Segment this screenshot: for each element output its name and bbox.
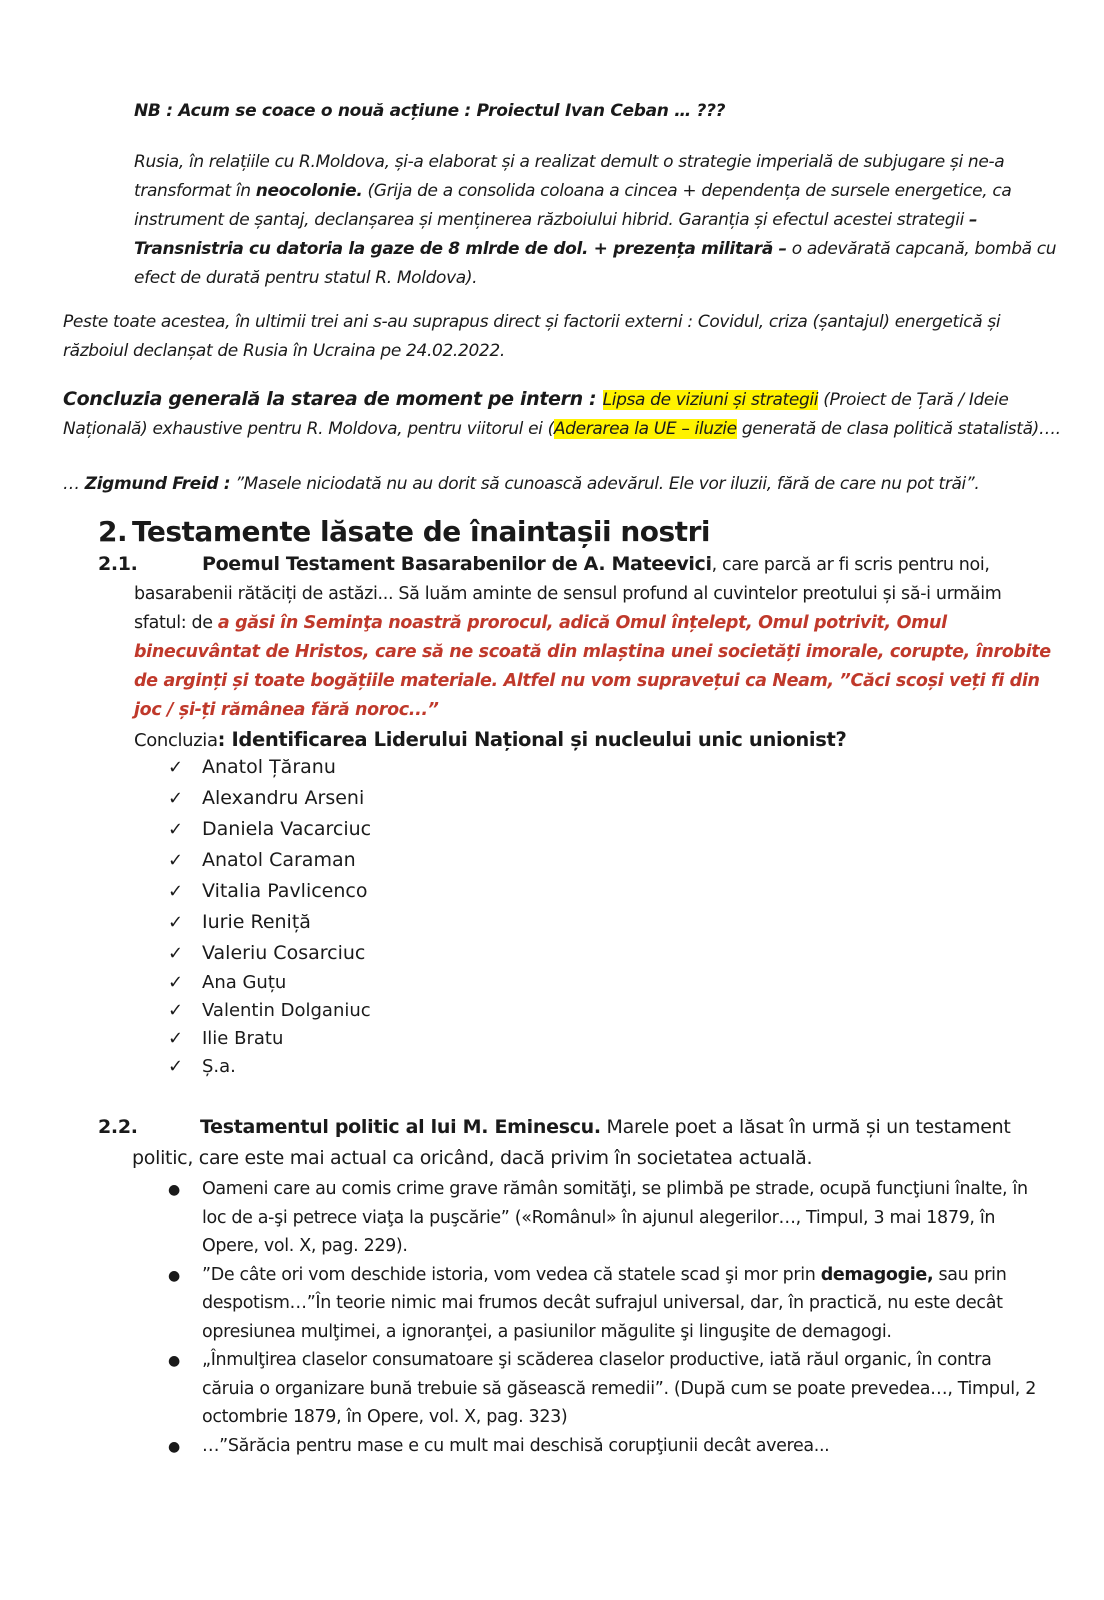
conclusion-text: : Identificarea Liderului Național și nucleului unic unionist? bbox=[217, 728, 847, 751]
highlight-lipsa-viziuni: Lipsa de viziuni și strategii bbox=[602, 390, 819, 410]
checklist-item-label: Vitalia Pavlicenco bbox=[202, 880, 368, 902]
bullet-item bbox=[168, 1261, 1048, 1347]
bullet-text: ”De câte ori vom deschide istoria, vom vedea că statele scad şi mor prin demagogie, sau prin despotism…”În teorie nimic mai frumos decât sufrajul universal, dar, în practică, nu este decât opresiunea mulţimei, a ignoranţei, a pasiunilor măgulite şi linguşite de demagogi. bbox=[202, 1264, 1007, 1342]
rusia-text-2: (Grija de a consolida coloana a cincea + dependența de sursele energetice, ca instrument de șantaj, declanșarea și menținerea războiului hibrid. Garanția și efectul acestei strategii bbox=[134, 181, 1012, 230]
checklist-item-label: Alexandru Arseni bbox=[202, 787, 365, 809]
concluzia-text-2: generată de clasa politică statalistă)…. bbox=[736, 419, 1061, 439]
bullet-text: Oameni care au comis crime grave rămân somităţi, se plimbă pe strade, ocupă funcţiuni înalte, în loc de a-şi petrece viaţa la puşcărie” («Românul» în ajunul alegerilor…, Timpul, 3 mai 1879, în Opere, vol. X, pag. 229). bbox=[202, 1179, 1028, 1256]
section-2-1-text: basarabenii rătăciți de astăzi... Să luăm aminte de sensul profund al cuvintelor preotului și să-i urmăim sfatul: de bbox=[134, 584, 1002, 633]
checkmark-icon: ✓ bbox=[168, 1056, 184, 1077]
conclusion-label: Concluzia bbox=[134, 730, 218, 751]
section-2-2-number: 2.2. bbox=[98, 1116, 138, 1138]
checkmark-icon: ✓ bbox=[168, 1028, 184, 1049]
checklist-item-label: Iurie Reniță bbox=[202, 911, 311, 933]
checkmark-icon: ✓ bbox=[168, 788, 184, 809]
bullet-item bbox=[168, 1432, 1048, 1462]
freid-quote-text: ”Masele niciodată nu au dorit să cunoască adevărul. Ele vor iluzii, fără de care nu pot trăi”. bbox=[230, 474, 980, 494]
bullet-item bbox=[168, 1175, 1048, 1261]
paragraph-factori-externi: Peste toate acestea, în ultimii trei ani s-au suprapus direct și factorii externi : Covidul, criza (șantajul) energetică și războiul declanșat de Rusia în Ucraina pe 24.02.2022. bbox=[63, 312, 1001, 361]
checklist-item-label: Ana Guțu bbox=[202, 972, 287, 993]
checklist-item bbox=[168, 1053, 668, 1081]
section-2-1-title: Poemul Testament Basarabenilor de A. Mateevici bbox=[202, 553, 712, 575]
checklist-item-label: Anatol Caraman bbox=[202, 849, 356, 871]
concluzia-text-1: (Proiect de Țară / Ideie Națională) exhaustive pentru R. Moldova, pentru viitorul ei ( bbox=[63, 390, 1009, 439]
paragraph-concluzia-generala bbox=[63, 385, 1073, 444]
rusia-bold-transnistria: – Transnistria cu datoria la gaze de 8 mlrde de dol. + prezența militară – bbox=[134, 210, 978, 259]
checklist-item bbox=[168, 907, 668, 938]
checkmark-icon: ✓ bbox=[168, 912, 184, 933]
section-2-1-conclusion bbox=[98, 725, 1058, 755]
checklist-item bbox=[168, 969, 668, 997]
checklist-item bbox=[168, 783, 668, 814]
bullet-text: …”Sărăcia pentru mase e cu mult mai deschisă corupţiunii decât averea... bbox=[202, 1435, 830, 1456]
checkmark-icon: ✓ bbox=[168, 757, 184, 778]
checklist-names bbox=[168, 752, 668, 1081]
checkmark-icon: ✓ bbox=[168, 850, 184, 871]
freid-name: Zigmund Freid : bbox=[84, 474, 231, 494]
bullet-list-eminescu bbox=[168, 1175, 1048, 1461]
heading-title: Testamente lăsate de înaintașii nostri bbox=[132, 515, 710, 548]
checkmark-icon: ✓ bbox=[168, 972, 184, 993]
section-2-2-continuation: politic, care este mai actual ca oricând, dacă privim în societatea actuală. bbox=[132, 1147, 813, 1169]
section-2-1 bbox=[98, 550, 1058, 755]
checkmark-icon: ✓ bbox=[168, 943, 184, 964]
bullet-icon: ● bbox=[168, 1182, 180, 1198]
freid-prefix: … bbox=[63, 474, 85, 494]
checklist-item-label: Valeriu Cosarciuc bbox=[202, 942, 366, 964]
checklist-item bbox=[168, 876, 668, 907]
bullet-icon: ● bbox=[168, 1267, 180, 1284]
checklist-item-label: Ilie Bratu bbox=[202, 1028, 284, 1049]
checklist-item bbox=[168, 752, 668, 783]
concluzia-label: Concluzia generală la starea de moment pe intern : bbox=[63, 388, 603, 410]
rusia-text-3: o adevărată capcană, bombă cu efect de durată pentru statul R. Moldova). bbox=[134, 239, 1057, 288]
bullet-text: „Înmulţirea claselor consumatoare şi scăderea claselor productive, iată răul organic, în contra căruia o organizare bună trebuie să găsească remedii”. (După cum se poate prevedea…, Timpul, 2 octombrie 1879, în Opere, vol. X, pag. 323) bbox=[202, 1350, 1036, 1427]
quote-freid bbox=[63, 470, 1073, 499]
checklist-item bbox=[168, 997, 668, 1025]
section-2-2 bbox=[98, 1112, 1058, 1174]
section-2-1-body bbox=[98, 580, 1058, 725]
nb-note: NB : Acum se coace o nouă acțiune : Proiectul Ivan Ceban … ??? bbox=[134, 101, 726, 121]
section-heading bbox=[98, 515, 710, 548]
checkmark-icon: ✓ bbox=[168, 819, 184, 840]
highlight-aderarea-ue: Aderarea la UE – iluzie bbox=[553, 419, 737, 439]
checklist-item-label: Daniela Vacarciuc bbox=[202, 818, 372, 840]
checkmark-icon: ✓ bbox=[168, 881, 184, 902]
bullet-icon: ● bbox=[168, 1438, 180, 1455]
section-2-2-text-inline: Marele poet a lăsat în urmă și un testament bbox=[600, 1116, 1011, 1138]
bullet-icon: ● bbox=[168, 1353, 180, 1369]
rusia-bold-neocolonie: neocolonie. bbox=[255, 181, 363, 201]
checkmark-icon: ✓ bbox=[168, 1000, 184, 1021]
checklist-item-label: Valentin Dolganiuc bbox=[202, 1000, 371, 1021]
paragraph-rusia bbox=[134, 148, 1064, 293]
section-2-1-text-inline: , care parcă ar fi scris pentru noi, bbox=[711, 555, 990, 575]
checklist-item bbox=[168, 814, 668, 845]
checklist-item bbox=[168, 1025, 668, 1053]
bullet-item bbox=[168, 1346, 1048, 1432]
checklist-item bbox=[168, 938, 668, 969]
rusia-text-1: Rusia, în relațiile cu R.Moldova, și-a elaborat și a realizat demult o strategie imperială de subjugare și ne-a transformat în bbox=[134, 152, 1005, 201]
section-2-2-title: Testamentul politic al lui M. Eminescu. bbox=[200, 1116, 601, 1138]
heading-number: 2. bbox=[98, 515, 128, 548]
section-2-1-number: 2.1. bbox=[98, 553, 138, 575]
checklist-item bbox=[168, 845, 668, 876]
checklist-item-label: Ș.a. bbox=[202, 1056, 236, 1077]
section-2-1-red-quote: a găsi în Seminţa noastră prorocul, adică Omul înțelept, Omul potrivit, Omul binecuvântat de Hristos, care să ne scoată din mlaștina unei societăți imorale, corupte, înrobite de arginți și toate bogățiile materiale. Altfel nu vom supravețui ca Neam, ”Căci scoși veți fi din joc / și-ți rămânea fără noroc...” bbox=[134, 613, 1051, 720]
checklist-item-label: Anatol Țăranu bbox=[202, 756, 336, 778]
